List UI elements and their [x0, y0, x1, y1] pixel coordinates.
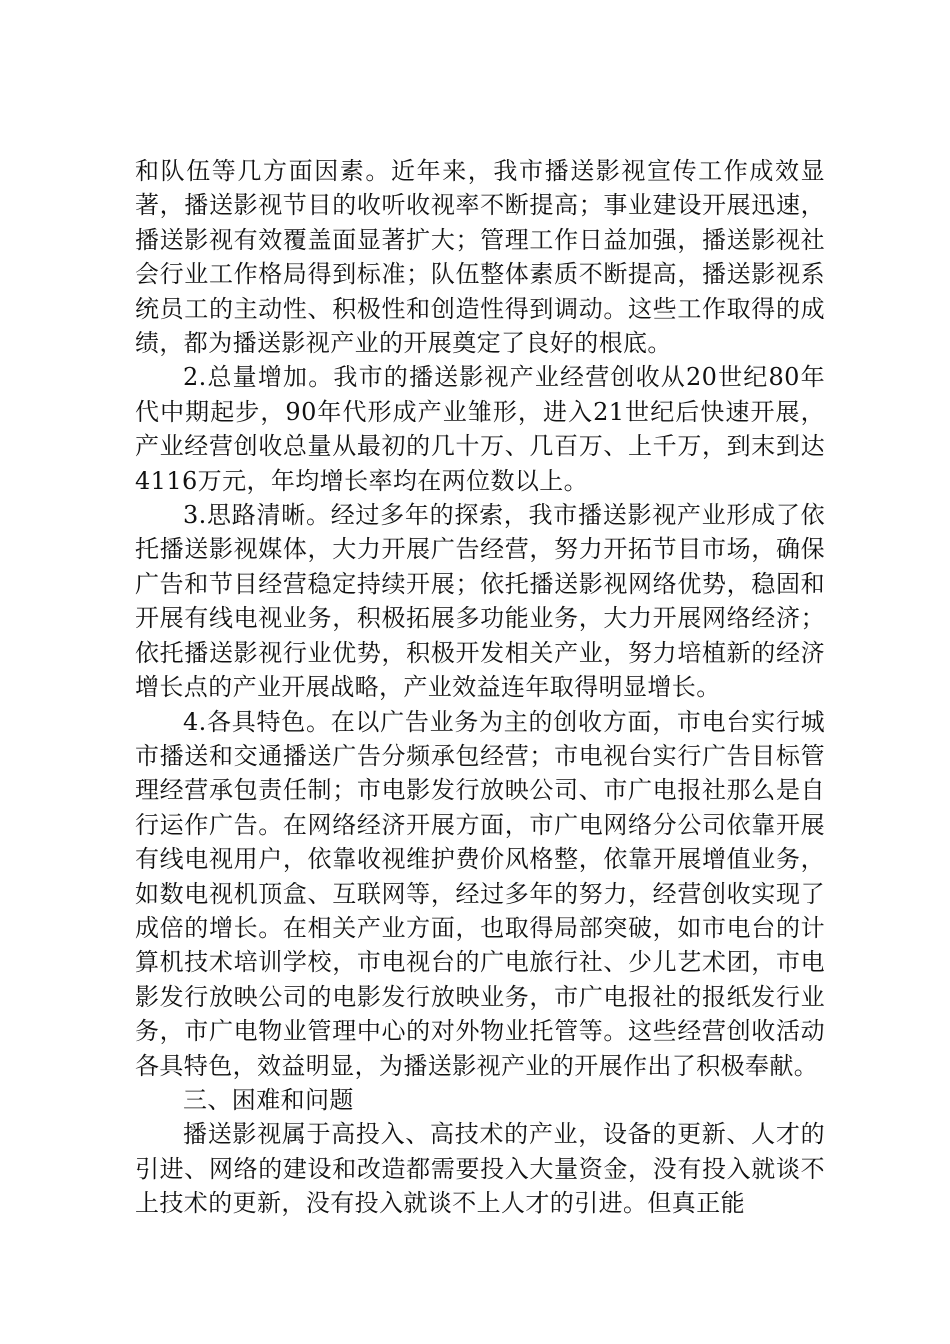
paragraph-continued-intro: 和队伍等几方面因素。近年来，我市播送影视宣传工作成效显著，播送影视节目的收听收视率不断提高；事业建设开展迅速，播送影视有效覆盖面显著扩大；管理工作日益加强，播送影视社会行业工作格局得到标准；队伍整体素质不断提高，播送影视系统员工的主动性、积极性和创造性得到调动。这些工作取得的成绩，都为播送影视产业的开展奠定了良好的根底。	[135, 157, 825, 358]
section-heading-difficulties: 三、困难和问题	[183, 1085, 354, 1114]
paragraph-total-increase: 2.总量增加。我市的播送影视产业经营创收从20世纪80年代中期起步，90年代形成产业雏形，进入21世纪后快速开展，产业经营创收总量从最初的几十万、几百万、上千万，到末到达4116万元，年均增长率均在两位数以上。	[135, 363, 825, 495]
document-body	[135, 154, 825, 1221]
paragraph-distinct-features: 4.各具特色。在以广告业务为主的创收方面，市电台实行城市播送和交通播送广告分频承包经营；市电视台实行广告目标管理经营承包责任制；市电影发行放映公司、市广电报社那么是自行运作广告。在网络经济开展方面，市广电网络分公司依靠开展有线电视用户，依靠收视维护费价风格整，依靠开展增值业务，如数电视机顶盒、互联网等，经过多年的努力，经营创收实现了成倍的增长。在相关产业方面，也取得局部突破，如市电台的计算机技术培训学校，市电视台的广电旅行社、少儿艺术团，市电影发行放映公司的电影发行放映业务，市广电报社的报纸发行业务，市广电物业管理中心的对外物业托管等。这些经营创收活动各具特色，效益明显，为播送影视产业的开展作出了积极奉献。	[135, 707, 825, 1080]
paragraph-clear-thinking: 3.思路清晰。经过多年的探索，我市播送影视产业形成了依托播送影视媒体，大力开展广告经营，努力开拓节目市场，确保广告和节目经营稳定持续开展；依托播送影视网络优势，稳固和开展有线电视业务，积极拓展多功能业务，大力开展网络经济；依托播送影视行业优势，积极开发相关产业，努力培植新的经济增长点的产业开展战略，产业效益连年取得明显增长。	[135, 501, 825, 702]
paragraph-high-investment: 播送影视属于高投入、高技术的产业，设备的更新、人才的引进、网络的建设和改造都需要投入大量资金，没有投入就谈不上技术的更新，没有投入就谈不上人才的引进。但真正能	[135, 1120, 825, 1218]
